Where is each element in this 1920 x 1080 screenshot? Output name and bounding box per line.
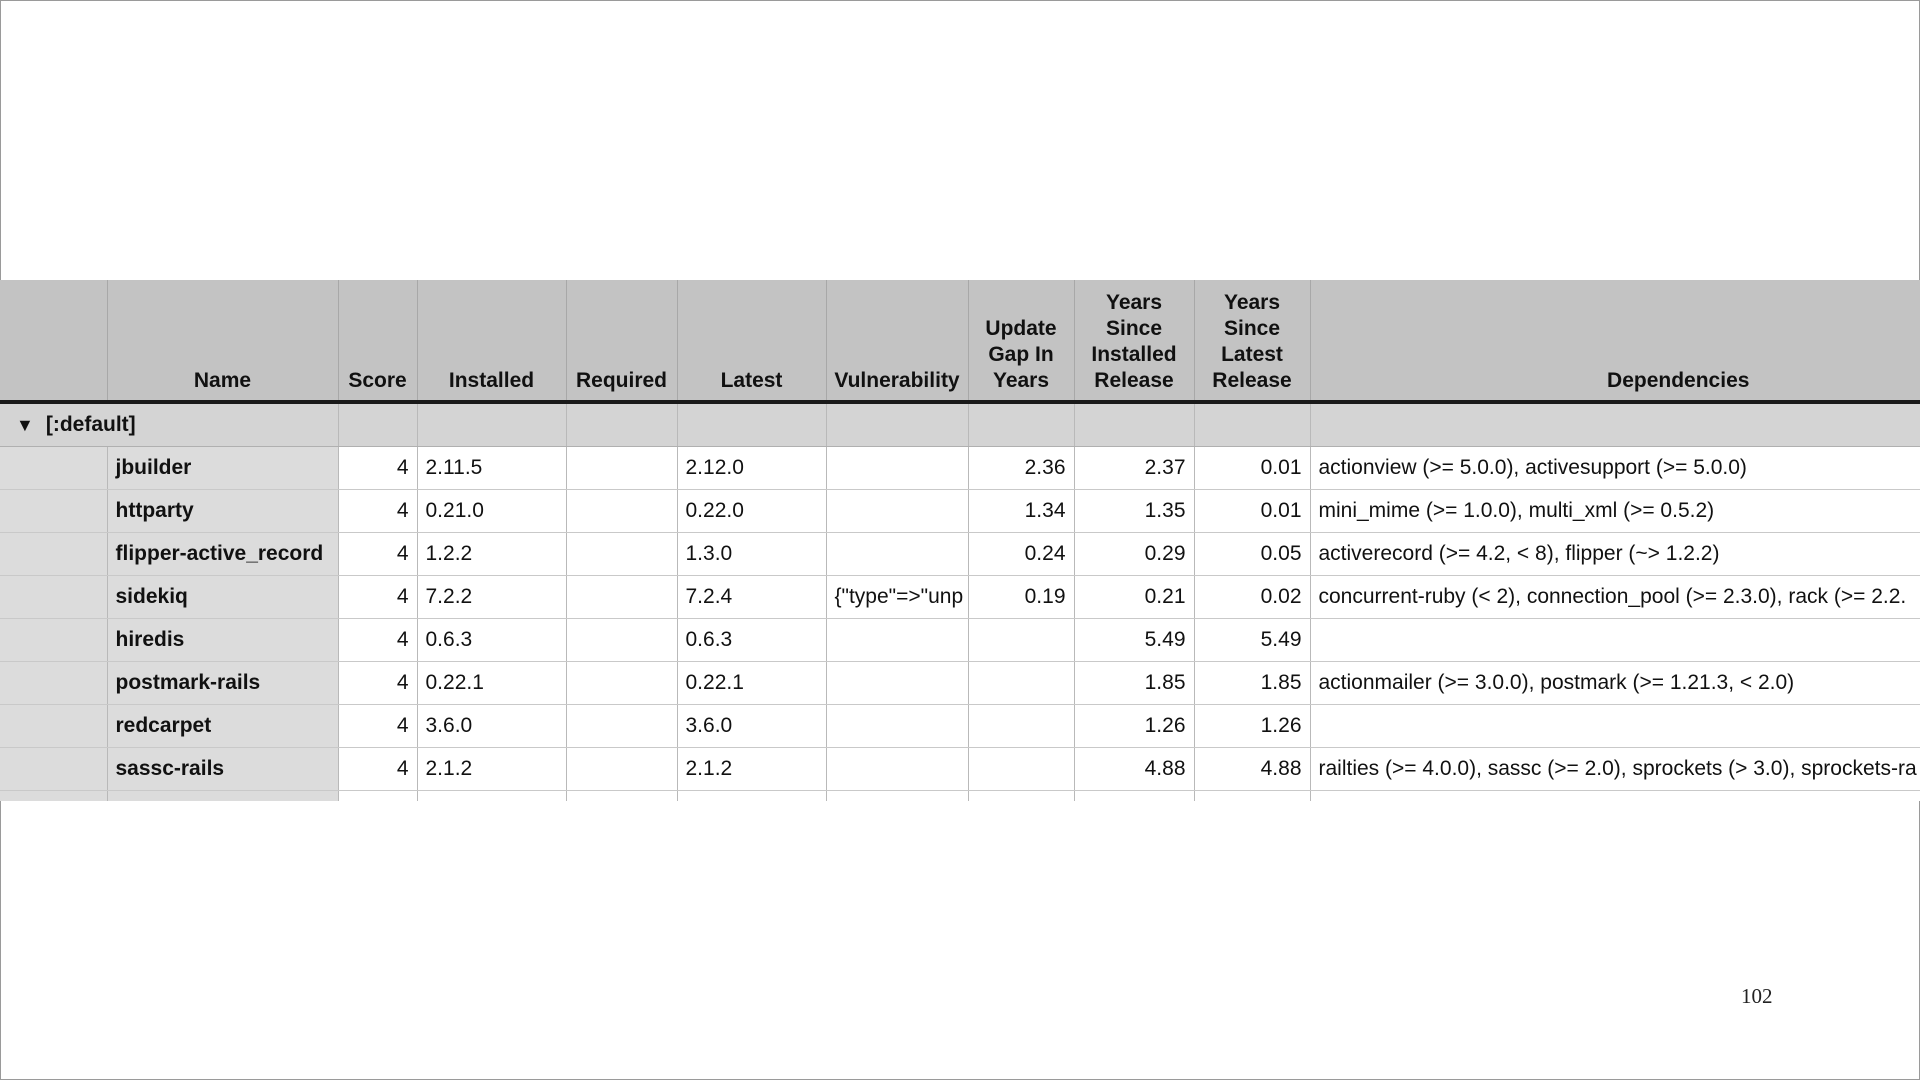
partial-cell [826,791,968,802]
table-row [0,748,1920,791]
cell-years-since-installed[interactable]: 1.35 [1074,490,1194,533]
cell-years-since-installed[interactable]: 0.29 [1074,533,1194,576]
row-gutter-cell[interactable] [0,533,107,576]
group-empty-cell [1310,402,1920,447]
spreadsheet [0,280,1920,801]
cell-years-since-installed[interactable]: 2.37 [1074,447,1194,490]
partial-cell [417,791,566,802]
cell-vulnerability[interactable] [826,748,968,791]
cell-name[interactable]: hiredis [107,619,338,662]
group-empty-cell [338,402,417,447]
cell-years-since-latest[interactable]: 0.02 [1194,576,1310,619]
partial-cell [968,791,1074,802]
cell-required[interactable] [566,705,677,748]
table-row [0,662,1920,705]
cell-score[interactable]: 4 [338,576,417,619]
group-empty-cell [968,402,1074,447]
cell-required[interactable] [566,490,677,533]
cell-update-gap[interactable]: 0.24 [968,533,1074,576]
table-body [0,402,1920,801]
cell-required[interactable] [566,662,677,705]
cell-latest[interactable]: 7.2.4 [677,576,826,619]
cell-vulnerability[interactable] [826,533,968,576]
cell-installed[interactable]: 2.1.2 [417,748,566,791]
partial-cell [1194,791,1310,802]
cell-score[interactable]: 4 [338,662,417,705]
cell-update-gap[interactable]: 2.36 [968,447,1074,490]
table-row [0,619,1920,662]
header-years-since-latest[interactable]: Years Since Latest Release [1194,280,1310,402]
cell-dependencies[interactable]: concurrent-ruby (< 2), connection_pool (>= 2.3.0), rack (>= 2.2. [1310,576,1920,619]
dependency-table [0,280,1920,801]
cell-required[interactable] [566,447,677,490]
group-label: [:default] [45,413,136,436]
cell-latest[interactable]: 0.22.1 [677,662,826,705]
partial-cell [338,791,417,802]
cell-years-since-installed[interactable]: 1.85 [1074,662,1194,705]
group-empty-cell [566,402,677,447]
group-empty-cell [826,402,968,447]
table-row [0,576,1920,619]
cell-update-gap[interactable]: 0.19 [968,576,1074,619]
header-dependencies[interactable]: Dependencies [1310,280,1920,402]
cell-latest[interactable]: 3.6.0 [677,705,826,748]
cell-required[interactable] [566,533,677,576]
header-vulnerability[interactable]: Vulnerability [826,280,968,402]
group-row-default [0,402,1920,447]
cell-name[interactable]: sassc-rails [107,748,338,791]
cell-name[interactable]: postmark-rails [107,662,338,705]
cell-installed[interactable]: 0.6.3 [417,619,566,662]
cell-latest[interactable]: 2.12.0 [677,447,826,490]
cell-update-gap[interactable] [968,662,1074,705]
cell-name[interactable]: jbuilder [107,447,338,490]
cell-years-since-installed[interactable]: 0.21 [1074,576,1194,619]
cell-dependencies[interactable]: actionmailer (>= 3.0.0), postmark (>= 1.21.3, < 2.0) [1310,662,1920,705]
cell-dependencies[interactable]: activerecord (>= 4.2, < 8), flipper (~> 1.2.2) [1310,533,1920,576]
cell-required[interactable] [566,576,677,619]
cell-vulnerability[interactable] [826,705,968,748]
cell-score[interactable]: 4 [338,533,417,576]
header-installed[interactable]: Installed [417,280,566,402]
group-cell[interactable] [0,402,338,447]
row-gutter-cell[interactable] [0,619,107,662]
cell-latest[interactable]: 0.22.0 [677,490,826,533]
cell-latest[interactable]: 1.3.0 [677,533,826,576]
group-empty-cell [417,402,566,447]
header-required[interactable]: Required [566,280,677,402]
cell-name[interactable]: redcarpet [107,705,338,748]
cell-latest[interactable]: 0.6.3 [677,619,826,662]
row-gutter-cell[interactable] [0,748,107,791]
cell-years-since-latest[interactable]: 0.05 [1194,533,1310,576]
header-years-since-installed[interactable]: Years Since Installed Release [1074,280,1194,402]
partial-cell [0,791,107,802]
cell-years-since-latest[interactable]: 0.01 [1194,490,1310,533]
cell-vulnerability[interactable] [826,662,968,705]
header-name[interactable]: Name [107,280,338,402]
group-empty-cell [1194,402,1310,447]
partial-cell [566,791,677,802]
cell-years-since-installed[interactable]: 1.26 [1074,705,1194,748]
cell-years-since-latest[interactable]: 1.26 [1194,705,1310,748]
cell-vulnerability[interactable]: {"type"=>"unp [826,576,968,619]
group-empty-cell [1074,402,1194,447]
header-blank [0,280,107,402]
cell-score[interactable]: 4 [338,619,417,662]
cell-dependencies[interactable] [1310,619,1920,662]
cell-latest[interactable]: 2.1.2 [677,748,826,791]
cell-required[interactable] [566,619,677,662]
cell-vulnerability[interactable] [826,490,968,533]
partial-cell [677,791,826,802]
cell-name[interactable]: httparty [107,490,338,533]
cell-installed[interactable]: 7.2.2 [417,576,566,619]
page-number: 102 [1741,984,1773,1008]
cell-name[interactable]: sidekiq [107,576,338,619]
cell-years-since-latest[interactable]: 0.01 [1194,447,1310,490]
cell-update-gap[interactable] [968,705,1074,748]
cell-years-since-installed[interactable]: 4.88 [1074,748,1194,791]
partial-cell [1074,791,1194,802]
cell-dependencies[interactable]: actionview (>= 5.0.0), activesupport (>= 5.0.0) [1310,447,1920,490]
cell-update-gap[interactable]: 1.34 [968,490,1074,533]
cell-installed[interactable]: 0.21.0 [417,490,566,533]
row-gutter-cell[interactable] [0,447,107,490]
cell-years-since-latest[interactable]: 5.49 [1194,619,1310,662]
cell-score[interactable]: 4 [338,490,417,533]
partial-cell [1310,791,1920,802]
row-gutter-cell[interactable] [0,662,107,705]
disclosure-triangle-icon[interactable]: ▼ [16,415,34,435]
header-latest[interactable]: Latest [677,280,826,402]
cell-score[interactable]: 4 [338,748,417,791]
row-gutter-cell[interactable] [0,705,107,748]
cell-years-since-latest[interactable]: 4.88 [1194,748,1310,791]
cell-vulnerability[interactable] [826,619,968,662]
cell-installed[interactable]: 0.22.1 [417,662,566,705]
partial-cell [107,791,338,802]
table-row [0,533,1920,576]
header-update-gap[interactable]: Update Gap In Years [968,280,1074,402]
cell-years-since-latest[interactable]: 1.85 [1194,662,1310,705]
cell-vulnerability[interactable] [826,447,968,490]
group-empty-cell [677,402,826,447]
cell-dependencies[interactable]: mini_mime (>= 1.0.0), multi_xml (>= 0.5.2) [1310,490,1920,533]
table-row [0,447,1920,490]
cell-score[interactable]: 4 [338,705,417,748]
table-row [0,705,1920,748]
cell-years-since-installed[interactable]: 5.49 [1074,619,1194,662]
header-score[interactable]: Score [338,280,417,402]
table-row [0,490,1920,533]
header-row [0,280,1920,402]
cell-dependencies[interactable] [1310,705,1920,748]
cell-update-gap[interactable] [968,619,1074,662]
row-gutter-cell[interactable] [0,576,107,619]
cell-installed[interactable]: 1.2.2 [417,533,566,576]
cell-installed[interactable]: 2.11.5 [417,447,566,490]
cell-installed[interactable]: 3.6.0 [417,705,566,748]
cell-score[interactable]: 4 [338,447,417,490]
table-row-partial [0,791,1920,802]
cell-dependencies[interactable]: railties (>= 4.0.0), sassc (>= 2.0), sprockets (> 3.0), sprockets-ra [1310,748,1920,791]
row-gutter-cell[interactable] [0,490,107,533]
cell-update-gap[interactable] [968,748,1074,791]
cell-name[interactable]: flipper-active_record [107,533,338,576]
cell-required[interactable] [566,748,677,791]
